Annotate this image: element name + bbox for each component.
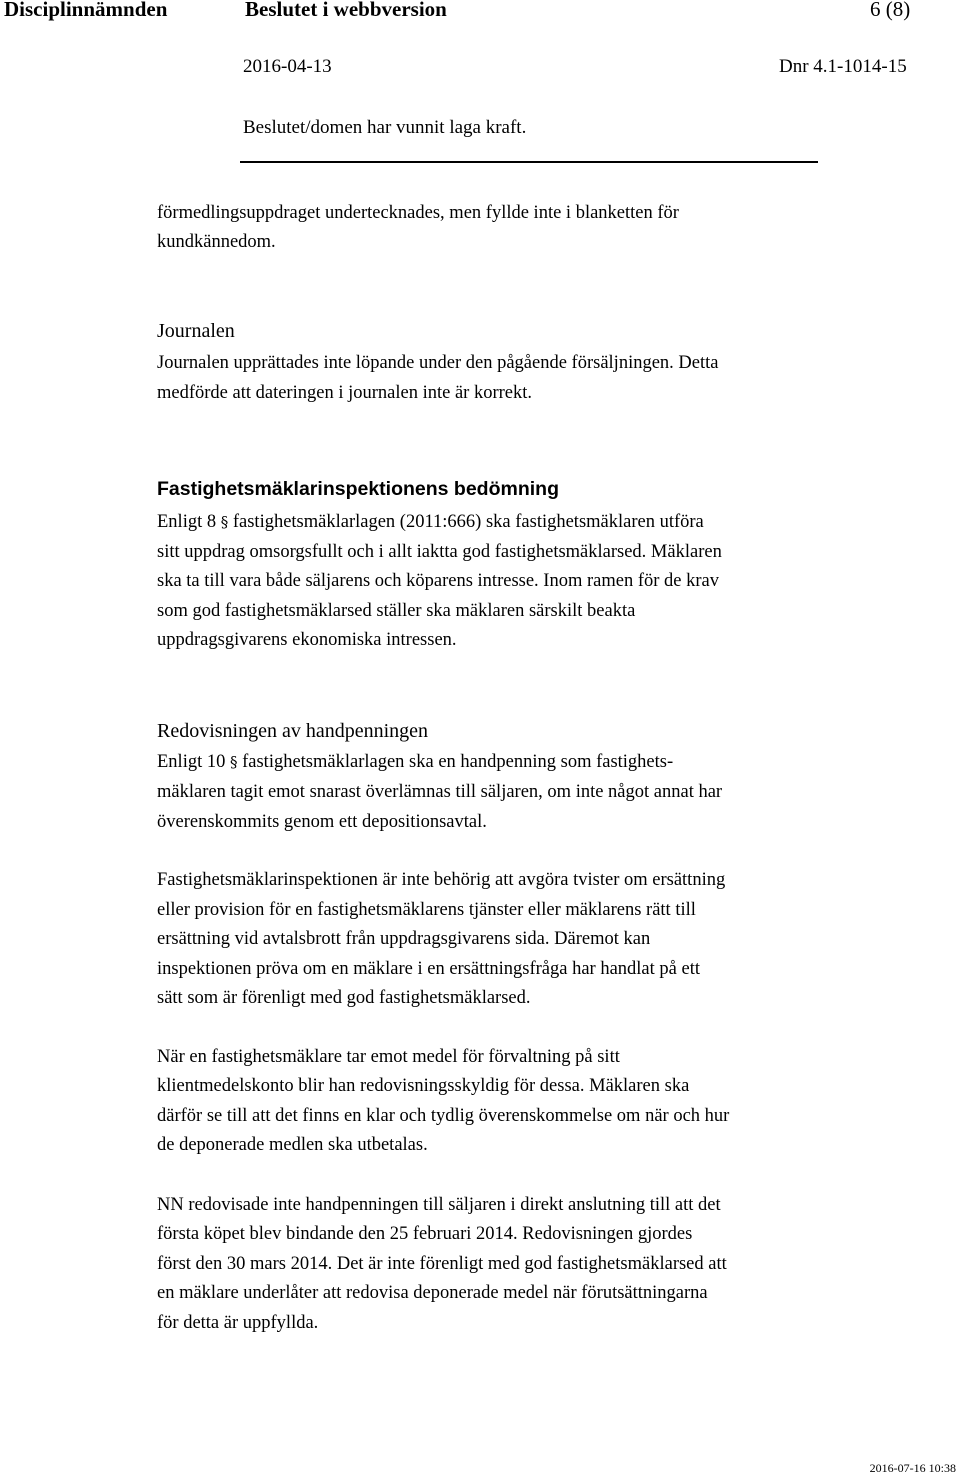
paragraph-line: första köpet blev bindande den 25 februari 2014. Redovisningen gjordes: [157, 1224, 693, 1244]
assessment-line-suffix: fastighetsmäklarlagen (2011:666) ska fastighetsmäklaren utföra: [228, 512, 704, 532]
print-timestamp: 2016-07-16 10:38: [869, 1461, 956, 1475]
paragraph-line: klientmedelskonto blir han redovisningsskyldig för dessa. Mäklaren ska: [157, 1076, 690, 1096]
paragraph-line: eller provision för en fastighetsmäklarens tjänster eller mäklarens rätt till: [157, 900, 696, 920]
assessment-heading: Fastighetsmäklarinspektionens bedömning: [157, 478, 559, 500]
legal-status: Beslutet/domen har vunnit laga kraft.: [243, 117, 527, 138]
journal-heading: Journalen: [157, 320, 235, 342]
assessment-line: [157, 513, 704, 532]
org-name: Disciplinnämnden: [4, 0, 168, 21]
paragraph-line: därför se till att det finns en klar och tydlig överenskommelse om när och hur: [157, 1106, 730, 1126]
document-date: 2016-04-13: [243, 56, 332, 77]
paragraph-line: en mäklare underlåter att redovisa deponerade medel när förutsättningarna: [157, 1283, 708, 1303]
section-sign: §: [229, 753, 238, 771]
assessment-line: sitt uppdrag omsorgsfullt och i allt iaktta god fastighetsmäklarsed. Mäklaren: [157, 542, 722, 562]
paragraph-line: Fastighetsmäklarinspektionen är inte behörig att avgöra tvister om ersättning: [157, 870, 726, 890]
paragraph-line: ersättning vid avtalsbrott från uppdragsgivarens sida. Däremot kan: [157, 929, 651, 949]
paragraph-line: inspektionen pröva om en mäklare i en ersättningsfråga har handlat på ett: [157, 959, 700, 979]
journal-line: medförde att dateringen i journalen inte är korrekt.: [157, 383, 532, 403]
handpenning-line: mäklaren tagit emot snarast överlämnas till säljaren, om inte något annat har: [157, 782, 723, 802]
assessment-line: som god fastighetsmäklarsed ställer ska mäklaren särskilt beakta: [157, 601, 636, 621]
intro-line: förmedlingsuppdraget undertecknades, men fyllde inte i blanketten för: [157, 203, 679, 223]
journal-line: Journalen upprättades inte löpande under den pågående försäljningen. Detta: [157, 353, 719, 373]
handpenning-line: överenskommits genom ett depositionsavtal.: [157, 812, 487, 832]
paragraph-line: för detta är uppfyllda.: [157, 1313, 319, 1333]
paragraph-line: först den 30 mars 2014. Det är inte förenligt med god fastighetsmäklarsed att: [157, 1254, 727, 1274]
assessment-line: uppdragsgivarens ekonomiska intressen.: [157, 630, 457, 650]
page-number: 6 (8): [870, 0, 911, 21]
intro-line: kundkännedom.: [157, 232, 276, 252]
header-divider: [240, 161, 818, 163]
assessment-line: ska ta till vara både säljarens och köparens intresse. Inom ramen för de krav: [157, 571, 719, 591]
document-title: Beslutet i webbversion: [245, 0, 447, 21]
section-sign: §: [220, 513, 229, 531]
handpenning-line: [157, 753, 673, 772]
document-dnr: Dnr 4.1-1014-15: [779, 56, 907, 77]
paragraph-line: sätt som är förenligt med god fastighetsmäklarsed.: [157, 988, 531, 1008]
paragraph-line: NN redovisade inte handpenningen till säljaren i direkt anslutning till att det: [157, 1195, 721, 1215]
handpenning-line-prefix: Enligt 10: [157, 752, 230, 772]
handpenning-heading: Redovisningen av handpenningen: [157, 720, 429, 742]
paragraph-line: de deponerade medlen ska utbetalas.: [157, 1135, 428, 1155]
assessment-line-prefix: Enligt 8: [157, 512, 221, 532]
handpenning-line-suffix: fastighetsmäklarlagen ska en handpenning som fastighets-: [237, 752, 674, 772]
paragraph-line: När en fastighetsmäklare tar emot medel för förvaltning på sitt: [157, 1047, 620, 1067]
